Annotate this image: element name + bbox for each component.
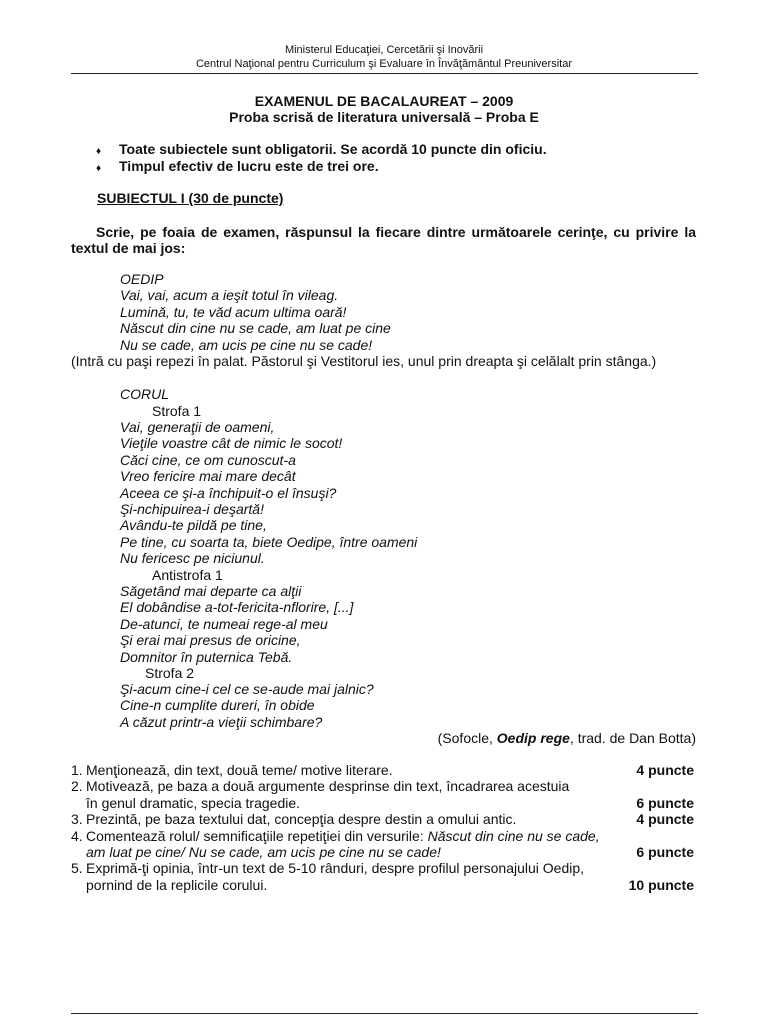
verse-line: Vieţile voastre cât de nimic le socot! bbox=[120, 435, 343, 452]
source-citation bbox=[438, 730, 696, 746]
question-text: Prezintă, pe baza textului dat, concepţia despre destin a omului antic. bbox=[86, 811, 517, 828]
verse-line: Şi-acum cine-i cel ce se-aude mai jalnic? bbox=[120, 681, 374, 697]
verse-line: Cine-n cumplite dureri, în obide bbox=[120, 697, 315, 714]
verse-line: Căci cine, ce om cunoscut-a bbox=[120, 451, 296, 468]
verse-line: Născut din cine nu se cade, am luat pe cine bbox=[120, 320, 391, 337]
verse-line: Vreo fericire mai mare decât bbox=[120, 468, 296, 485]
instruction-text: Scrie, pe foaia de examen, răspunsul la fiecare dintre următoarele cerinţe, cu privire la textul de mai jos: bbox=[71, 224, 696, 257]
verse-line: Vai, generaţii de oameni, bbox=[120, 419, 275, 435]
antistrofa-1-verses bbox=[120, 583, 353, 665]
verse-line: Nu fericesc pe niciunul. bbox=[120, 550, 265, 567]
question-number: 3. bbox=[71, 811, 83, 828]
question-points: 10 puncte bbox=[628, 876, 694, 893]
question-number: 1. bbox=[71, 762, 83, 778]
verse-line: Avându-te pildă pe tine, bbox=[120, 517, 267, 534]
verse-line: De-atunci, te numeai rege-al meu bbox=[120, 615, 328, 632]
rule-item bbox=[96, 158, 547, 175]
question-text: Motivează, pe baza a două argumente desprinse din text, încadrarea acestuia bbox=[86, 778, 570, 795]
exam-title: EXAMENUL DE BACALAUREAT – 2009 bbox=[254, 93, 514, 109]
verse-line: El dobândise a-tot-fericita-nflorire, [...] bbox=[120, 599, 354, 616]
verse-line: Pe tine, cu soarta ta, biete Oedipe, între oameni bbox=[120, 533, 418, 550]
question-points: 6 puncte bbox=[636, 844, 694, 861]
question-number: 2. bbox=[71, 778, 83, 795]
verse-line: Aceea ce şi-a închipuit-o el însuşi? bbox=[120, 484, 337, 501]
rules-list bbox=[96, 141, 547, 175]
chorus-label: CORUL bbox=[120, 386, 170, 402]
verse-line: Lumină, tu, te văd acum ultima oară! bbox=[120, 303, 347, 320]
question-text: pornind de la replicile corului. bbox=[86, 876, 268, 893]
verse-line: A căzut printr-a vieţii schimbare? bbox=[120, 713, 323, 730]
antistrofa-1-label: Antistrofa 1 bbox=[152, 567, 223, 583]
verse-line: Vai, vai, acum a ieşit totul în vileag. bbox=[120, 287, 339, 304]
citation-prefix: (Sofocle, bbox=[437, 730, 497, 746]
question-plain: Comentează rolul/ semnificaţiile repetiţiei din versurile: bbox=[86, 827, 428, 844]
rule-text: Timpul efectiv de lucru este de trei ore. bbox=[119, 158, 379, 174]
strofa-2-verses bbox=[120, 681, 374, 730]
question-item bbox=[71, 860, 698, 893]
question-points: 4 puncte bbox=[636, 762, 694, 778]
verse-line: Domnitor în puternica Tebă. bbox=[120, 648, 293, 665]
verse-line: Şi-nchipuirea-i deşartă! bbox=[120, 500, 264, 517]
subject-heading: SUBIECTUL I (30 de puncte) bbox=[97, 190, 284, 206]
diamond-bullet-icon: ♦ bbox=[96, 163, 102, 174]
exam-titles bbox=[0, 93, 768, 125]
rule-text: Toate subiectele sunt obligatorii. Se acordă 10 puncte din oficiu. bbox=[119, 141, 547, 157]
question-item bbox=[71, 811, 698, 827]
header-divider bbox=[71, 73, 698, 74]
citation-suffix: , trad. de Dan Botta) bbox=[569, 730, 696, 746]
diamond-bullet-icon: ♦ bbox=[96, 146, 102, 157]
rule-item bbox=[96, 141, 547, 158]
question-text bbox=[71, 844, 698, 860]
question-quote: am luat pe cine/ Nu se cade, am ucis pe cine nu se cade! bbox=[86, 844, 441, 861]
question-number: 4. bbox=[71, 827, 83, 844]
question-text bbox=[71, 828, 698, 844]
strofa-1-verses bbox=[120, 419, 417, 567]
question-text: în genul dramatic, specia tragedie. bbox=[86, 794, 301, 811]
verse-line: Nu se cade, am ucis pe cine nu se cade! bbox=[120, 336, 373, 353]
question-points: 6 puncte bbox=[636, 794, 694, 811]
footer-divider bbox=[71, 1013, 698, 1014]
exam-subtitle: Proba scrisă de literatura universală – Proba E bbox=[229, 109, 539, 125]
stage-direction: (Intră cu paşi repezi în palat. Păstorul şi Vestitorul ies, unul prin dreapta şi celălalt prin stânga.) bbox=[71, 353, 657, 369]
page-header bbox=[0, 44, 768, 71]
question-item bbox=[71, 778, 698, 811]
question-text: Menţionează, din text, două teme/ motive literare. bbox=[86, 762, 393, 778]
center-name: Centrul Naţional pentru Curriculum şi Evaluare în Învăţământul Preuniversitar bbox=[195, 57, 572, 70]
question-item bbox=[71, 828, 698, 861]
oedip-speech bbox=[120, 271, 391, 353]
question-item bbox=[71, 762, 698, 778]
strofa-1-label: Strofa 1 bbox=[152, 403, 202, 419]
question-text: Exprimă-ţi opinia, într-un text de 5-10 rânduri, despre profilul personajului Oedip, bbox=[86, 860, 585, 877]
questions-list bbox=[71, 762, 698, 893]
work-title: Oedip rege bbox=[496, 730, 570, 746]
strofa-2-label: Strofa 2 bbox=[145, 665, 195, 681]
speaker-label: OEDIP bbox=[120, 271, 164, 287]
ministry-name: Ministerul Educaţiei, Cercetării şi Inovării bbox=[284, 44, 484, 56]
question-number: 5. bbox=[71, 860, 83, 877]
question-points: 4 puncte bbox=[636, 811, 694, 828]
question-quote: Născut din cine nu se cade, bbox=[427, 827, 600, 844]
verse-line: Săgetând mai departe ca alţii bbox=[120, 583, 302, 599]
verse-line: Şi erai mai presus de oricine, bbox=[120, 632, 301, 649]
